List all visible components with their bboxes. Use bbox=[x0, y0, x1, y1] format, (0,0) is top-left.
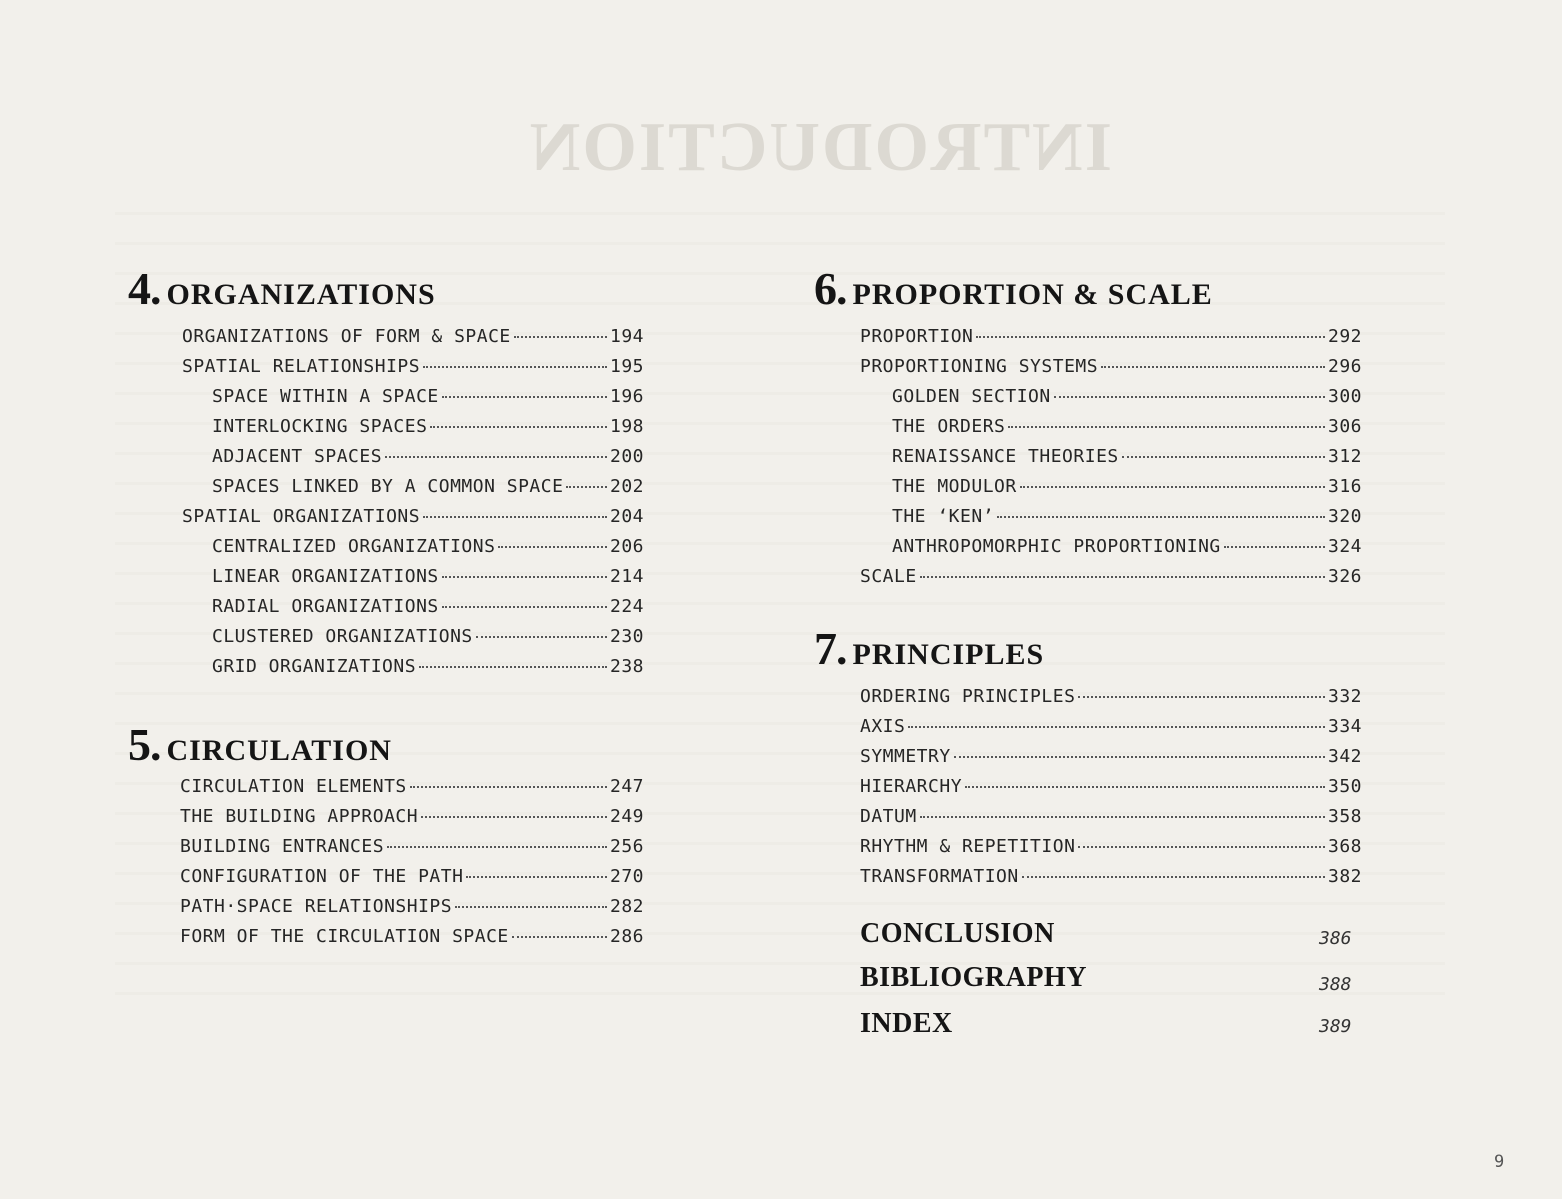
toc-entry-page: 224 bbox=[609, 596, 644, 617]
dot-leader bbox=[976, 336, 1325, 338]
toc-entry-label: SPATIAL RELATIONSHIPS bbox=[182, 356, 421, 377]
dot-leader bbox=[965, 786, 1325, 788]
dot-leader bbox=[566, 486, 607, 488]
dot-leader bbox=[410, 786, 607, 788]
toc-entry-page: 195 bbox=[609, 356, 644, 377]
toc-entry-label: DATUM bbox=[860, 806, 917, 827]
toc-entry[interactable] bbox=[860, 806, 1362, 830]
chapter-number: 7. bbox=[814, 623, 847, 674]
toc-entry-label: ADJACENT SPACES bbox=[212, 446, 383, 467]
toc-entry-label: PROPORTION bbox=[860, 326, 974, 347]
toc-entry[interactable] bbox=[860, 866, 1362, 890]
toc-entry-page: 296 bbox=[1327, 356, 1362, 377]
toc-entry[interactable] bbox=[212, 386, 644, 410]
toc-entry[interactable] bbox=[860, 326, 1362, 350]
toc-entry-page: 206 bbox=[609, 536, 644, 557]
toc-entry-page: 306 bbox=[1327, 416, 1362, 437]
dot-leader bbox=[419, 666, 607, 668]
toc-entry-page: 368 bbox=[1327, 836, 1362, 857]
toc-entry[interactable] bbox=[212, 536, 644, 560]
chapter-number: 5. bbox=[128, 719, 161, 770]
bleed-through-title: INTRODUCTION bbox=[527, 109, 1112, 186]
toc-entry[interactable] bbox=[180, 776, 644, 800]
toc-entry-label: SPATIAL ORGANIZATIONS bbox=[182, 506, 421, 527]
dot-leader bbox=[1078, 846, 1325, 848]
toc-entry-label: AXIS bbox=[860, 716, 906, 737]
toc-entry-page: 270 bbox=[609, 866, 644, 887]
dot-leader bbox=[423, 366, 607, 368]
dot-leader bbox=[387, 846, 607, 848]
toc-entry-label: THE ‘KEN’ bbox=[892, 506, 995, 527]
page-number: 9 bbox=[1494, 1152, 1505, 1172]
chapter-number: 6. bbox=[814, 263, 847, 314]
toc-entry-page: 249 bbox=[609, 806, 644, 827]
toc-entry-label: SPACE WITHIN A SPACE bbox=[212, 386, 439, 407]
toc-entry-label: THE MODULOR bbox=[892, 476, 1017, 497]
toc-entry[interactable] bbox=[180, 806, 644, 830]
toc-entry-page: 292 bbox=[1327, 326, 1362, 347]
toc-entry-label: SPACES LINKED BY A COMMON SPACE bbox=[212, 476, 564, 497]
toc-entry-page: 196 bbox=[609, 386, 644, 407]
toc-entry-label: FORM OF THE CIRCULATION SPACE bbox=[180, 926, 509, 947]
dot-leader bbox=[1022, 876, 1325, 878]
dot-leader bbox=[920, 576, 1325, 578]
toc-entry[interactable] bbox=[860, 686, 1362, 710]
toc-entry-page: 326 bbox=[1327, 566, 1362, 587]
chapter-title: PRINCIPLES bbox=[852, 638, 1045, 671]
toc-entry[interactable] bbox=[212, 566, 644, 590]
toc-entry-page: 320 bbox=[1327, 506, 1362, 527]
toc-entry[interactable] bbox=[860, 836, 1362, 860]
toc-entry-page: 350 bbox=[1327, 776, 1362, 797]
end-section-title: BIBLIOGRAPHY bbox=[860, 962, 1087, 993]
dot-leader bbox=[1122, 456, 1325, 458]
toc-entry[interactable] bbox=[860, 746, 1362, 770]
dot-leader bbox=[920, 816, 1325, 818]
toc-entry-label: CLUSTERED ORGANIZATIONS bbox=[212, 626, 473, 647]
dot-leader bbox=[442, 606, 607, 608]
toc-entry-page: 256 bbox=[609, 836, 644, 857]
dot-leader bbox=[423, 516, 607, 518]
end-section-title: CONCLUSION bbox=[860, 918, 1055, 949]
toc-entry-page: 204 bbox=[609, 506, 644, 527]
toc-entry-label: CENTRALIZED ORGANIZATIONS bbox=[212, 536, 496, 557]
toc-entry-label: RENAISSANCE THEORIES bbox=[892, 446, 1119, 467]
toc-entry[interactable] bbox=[860, 776, 1362, 800]
dot-leader bbox=[421, 816, 607, 818]
dot-leader bbox=[466, 876, 607, 878]
chapter-title: ORGANIZATIONS bbox=[166, 278, 436, 311]
chapter-number: 4. bbox=[128, 263, 161, 314]
toc-entry-page: 238 bbox=[609, 656, 644, 677]
toc-entry-label: ORGANIZATIONS OF FORM & SPACE bbox=[182, 326, 511, 347]
toc-entry[interactable] bbox=[860, 716, 1362, 740]
toc-entry[interactable] bbox=[892, 446, 1362, 470]
toc-entry-page: 247 bbox=[609, 776, 644, 797]
chapter-title: PROPORTION & SCALE bbox=[852, 278, 1213, 311]
conclusion-entry[interactable] bbox=[860, 918, 1055, 950]
toc-entry-label: RHYTHM & REPETITION bbox=[860, 836, 1076, 857]
dot-leader bbox=[476, 636, 607, 638]
toc-entry-page: 198 bbox=[609, 416, 644, 437]
toc-entry-label: GOLDEN SECTION bbox=[892, 386, 1051, 407]
chapter-title: CIRCULATION bbox=[166, 734, 392, 767]
toc-entry-label: BUILDING ENTRANCES bbox=[180, 836, 385, 857]
index-page bbox=[1319, 1016, 1352, 1037]
toc-entry[interactable] bbox=[212, 476, 644, 500]
dot-leader bbox=[385, 456, 607, 458]
toc-entry-label: THE ORDERS bbox=[892, 416, 1006, 437]
toc-entry-page: 312 bbox=[1327, 446, 1362, 467]
toc-entry[interactable] bbox=[182, 356, 644, 380]
toc-entry-label: ORDERING PRINCIPLES bbox=[860, 686, 1076, 707]
toc-entry-label: THE BUILDING APPROACH bbox=[180, 806, 419, 827]
end-section-page: 389 bbox=[1319, 1016, 1352, 1037]
toc-entry-page: 282 bbox=[609, 896, 644, 917]
toc-entry-page: 202 bbox=[609, 476, 644, 497]
bibliography-entry[interactable] bbox=[860, 962, 1087, 994]
toc-entry[interactable] bbox=[212, 596, 644, 620]
toc-entry[interactable] bbox=[892, 416, 1362, 440]
end-section-title: INDEX bbox=[860, 1008, 953, 1039]
toc-entry-page: 286 bbox=[609, 926, 644, 947]
toc-entry[interactable] bbox=[180, 836, 644, 860]
toc-entry-label: CONFIGURATION OF THE PATH bbox=[180, 866, 464, 887]
dot-leader bbox=[1020, 486, 1325, 488]
chapter-6-heading bbox=[814, 262, 1213, 315]
dot-leader bbox=[514, 336, 607, 338]
toc-entry-page: 230 bbox=[609, 626, 644, 647]
conclusion-page bbox=[1319, 928, 1352, 949]
toc-entry-page: 300 bbox=[1327, 386, 1362, 407]
dot-leader bbox=[455, 906, 607, 908]
index-entry[interactable] bbox=[860, 1008, 953, 1040]
dot-leader bbox=[997, 516, 1325, 518]
toc-entry[interactable] bbox=[180, 866, 644, 890]
toc-entry-page: 342 bbox=[1327, 746, 1362, 767]
toc-entry[interactable] bbox=[212, 446, 644, 470]
toc-entry-label: GRID ORGANIZATIONS bbox=[212, 656, 417, 677]
toc-entry-label: PATH·SPACE RELATIONSHIPS bbox=[180, 896, 453, 917]
toc-entry[interactable] bbox=[180, 926, 644, 950]
end-section-page: 386 bbox=[1319, 928, 1352, 949]
toc-entry[interactable] bbox=[892, 476, 1362, 500]
toc-entry-page: 382 bbox=[1327, 866, 1362, 887]
toc-entry-page: 334 bbox=[1327, 716, 1362, 737]
dot-leader bbox=[498, 546, 607, 548]
toc-entry-label: TRANSFORMATION bbox=[860, 866, 1019, 887]
toc-entry-page: 200 bbox=[609, 446, 644, 467]
toc-entry-page: 332 bbox=[1327, 686, 1362, 707]
toc-entry-label: CIRCULATION ELEMENTS bbox=[180, 776, 407, 797]
end-section-page: 388 bbox=[1319, 974, 1352, 995]
toc-entry-page: 316 bbox=[1327, 476, 1362, 497]
dot-leader bbox=[908, 726, 1325, 728]
toc-entry-page: 358 bbox=[1327, 806, 1362, 827]
toc-entry[interactable] bbox=[860, 356, 1362, 380]
toc-entry-label: RADIAL ORGANIZATIONS bbox=[212, 596, 439, 617]
toc-entry[interactable] bbox=[892, 386, 1362, 410]
chapter-7-heading bbox=[814, 622, 1044, 675]
dot-leader bbox=[512, 936, 607, 938]
dot-leader bbox=[954, 756, 1325, 758]
bibliography-page bbox=[1319, 974, 1352, 995]
chapter-5-heading bbox=[128, 718, 392, 771]
toc-entry[interactable] bbox=[860, 566, 1362, 590]
dot-leader bbox=[1054, 396, 1325, 398]
toc-entry-label: LINEAR ORGANIZATIONS bbox=[212, 566, 439, 587]
chapter-4-heading bbox=[128, 262, 436, 315]
toc-entry-label: HIERARCHY bbox=[860, 776, 963, 797]
toc-entry-label: ANTHROPOMORPHIC PROPORTIONING bbox=[892, 536, 1221, 557]
toc-entry[interactable] bbox=[892, 536, 1362, 560]
toc-entry-label: PROPORTIONING SYSTEMS bbox=[860, 356, 1099, 377]
toc-entry[interactable] bbox=[212, 656, 644, 680]
toc-entry-label: SYMMETRY bbox=[860, 746, 951, 767]
dot-leader bbox=[1101, 366, 1325, 368]
dot-leader bbox=[1078, 696, 1325, 698]
toc-entry[interactable] bbox=[182, 326, 644, 350]
dot-leader bbox=[1008, 426, 1325, 428]
toc-entry[interactable] bbox=[182, 506, 644, 530]
toc-entry-page: 194 bbox=[609, 326, 644, 347]
toc-entry[interactable] bbox=[180, 896, 644, 920]
dot-leader bbox=[442, 576, 607, 578]
toc-entry-label: SCALE bbox=[860, 566, 917, 587]
dot-leader bbox=[430, 426, 607, 428]
toc-entry-page: 324 bbox=[1327, 536, 1362, 557]
toc-entry-label: INTERLOCKING SPACES bbox=[212, 416, 428, 437]
dot-leader bbox=[1224, 546, 1325, 548]
dot-leader bbox=[442, 396, 607, 398]
toc-entry[interactable] bbox=[892, 506, 1362, 530]
toc-entry[interactable] bbox=[212, 416, 644, 440]
toc-entry-page: 214 bbox=[609, 566, 644, 587]
toc-entry[interactable] bbox=[212, 626, 644, 650]
